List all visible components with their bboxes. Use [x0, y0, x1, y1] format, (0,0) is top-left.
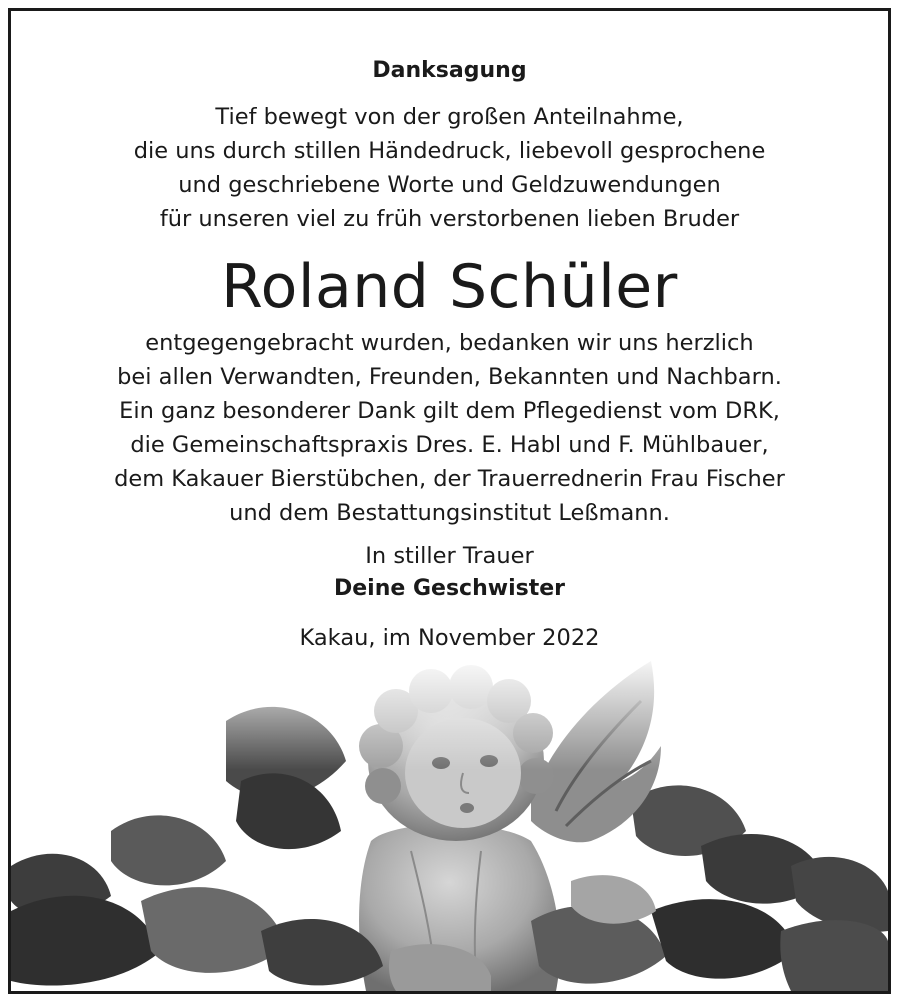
- thanks-line: dem Kakauer Bierstübchen, der Trauerrednerin Frau Fischer: [114, 466, 785, 492]
- thanks-line: bei allen Verwandten, Freunden, Bekannten und Nachbarn.: [117, 364, 782, 390]
- intro-paragraph: [11, 100, 888, 236]
- closing-phrase: In stiller Trauer: [365, 543, 534, 569]
- angel-ivy-image: [11, 651, 888, 991]
- angel-ivy-illustration: [11, 651, 888, 991]
- thanks-line: entgegengebracht wurden, bedanken wir uns herzlich: [145, 330, 754, 356]
- intro-line: Tief bewegt von der großen Anteilnahme,: [215, 104, 684, 130]
- thanks-line: und dem Bestattungsinstitut Leßmann.: [229, 500, 670, 526]
- deceased-name: Roland Schüler: [221, 252, 678, 322]
- signature-family: Deine Geschwister: [334, 576, 565, 601]
- obituary-notice: [8, 8, 891, 994]
- place-and-date: Kakau, im November 2022: [299, 625, 600, 651]
- thanks-line: Ein ganz besonderer Dank gilt dem Pflegedienst vom DRK,: [119, 398, 780, 424]
- intro-line: für unseren viel zu früh verstorbenen lieben Bruder: [159, 206, 740, 232]
- thanks-paragraph: [11, 326, 888, 530]
- intro-line: und geschriebene Worte und Geldzuwendungen: [178, 172, 721, 198]
- notice-heading: Danksagung: [372, 58, 527, 83]
- intro-line: die uns durch stillen Händedruck, liebevoll gesprochene: [133, 138, 766, 164]
- thanks-line: die Gemeinschaftspraxis Dres. E. Habl und F. Mühlbauer,: [130, 432, 769, 458]
